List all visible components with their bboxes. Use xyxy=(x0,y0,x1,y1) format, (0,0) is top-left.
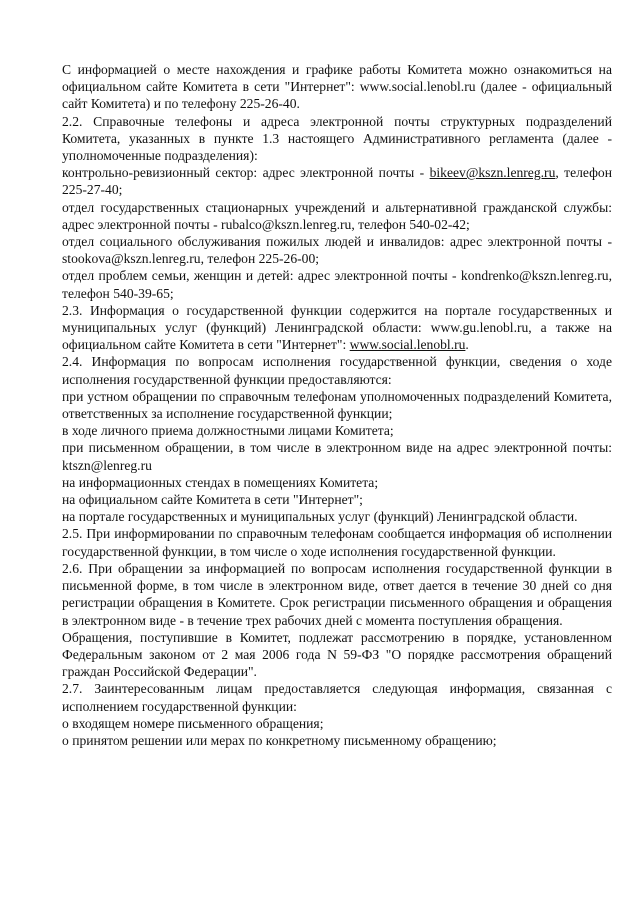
control-sector-phone: , телефон 225-27-40; xyxy=(62,165,613,198)
paragraph-contacts-intro: С информацией о месте нахождения и графике работы Комитета можно ознакомиться на официальном сайте Комитета в сети "Интернет": www.social.lenobl.ru (далее - официальный сайт Комитета) и по телефону 225-26-40. xyxy=(62,62,612,112)
portal-info-text: 2.3. Информация о государственной функции содержится на портале государственных и муниципальных услуг (функций) Ленинградской области: www.gu.lenobl.ru, а также на официальном сайте Комитета в сети "Интернет": xyxy=(62,302,612,353)
control-sector-text: контрольно-ревизионный сектор: адрес электронной почты - xyxy=(62,165,430,181)
paragraph-social-service-dept: отдел социального обслуживания пожилых людей и инвалидов: адрес электронной почты - stookova@kszn.lenreg.ru, телефон 225-26-00; xyxy=(62,234,612,267)
paragraph-incoming-number: о входящем номере письменного обращения; xyxy=(62,715,324,731)
website-link-social[interactable]: www.social.lenobl.ru xyxy=(349,337,466,353)
paragraph-2-5: 2.5. При информировании по справочным телефонам сообщается информация об исполнении государственной функции, в том числе о ходе исполнения государственной функции. xyxy=(62,526,612,559)
paragraph-stationary-dept: отдел государственных стационарных учреждений и альтернативной гражданской службы: адрес электронной почты - rubalco@kszn.lenreg.ru, телефон 540-02-42; xyxy=(62,199,612,232)
paragraph-family-dept: отдел проблем семьи, женщин и детей: адрес электронной почты - kondrenko@kszn.lenreg.ru, телефон 540-39-65; xyxy=(62,268,612,301)
paragraph-2-6: 2.6. При обращении за информацией по вопросам исполнения государственной функции в письменной форме, в том числе в электронном виде, ответ дается в течение 30 дней со дня регистрации обращения в Комитете. Срок регистрации письменного обращения и обращения в электронном виде - в течение трех рабочих дней с момента поступления обращения. xyxy=(62,560,612,628)
paragraph-decision-info: о принятом решении или мерах по конкретному письменному обращению; xyxy=(62,732,497,748)
paragraph-personal-reception: в ходе личного приема должностными лицами Комитета; xyxy=(62,423,394,439)
paragraph-2-7: 2.7. Заинтересованным лицам предоставляется следующая информация, связанная с исполнением государственной функции: xyxy=(62,681,612,714)
paragraph-official-site: на официальном сайте Комитета в сети "Интернет"; xyxy=(62,492,363,508)
paragraph-info-stands: на информационных стендах в помещениях Комитета; xyxy=(62,474,379,490)
paragraph-control-sector xyxy=(62,164,612,198)
paragraph-2-4: 2.4. Информация по вопросам исполнения государственной функции, сведения о ходе исполнения государственной функции предоставляются: xyxy=(62,354,612,387)
paragraph-oral-request: при устном обращении по справочным телефонам уполномоченных подразделений Комитета, ответственных за исполнение государственной функции; xyxy=(62,388,612,422)
paragraph-2-3 xyxy=(62,302,612,354)
paragraph-written-request: при письменном обращении, в том числе в электронном виде на адрес электронной почты: ktszn@lenreg.ru xyxy=(62,440,612,473)
document-page xyxy=(62,61,612,749)
paragraph-2-2: 2.2. Справочные телефоны и адреса электронной почты структурных подразделений Комитета, указанных в пункте 1.3 настоящего Административного регламента (далее - уполномоченные подразделения): xyxy=(62,113,612,164)
portal-info-end: . xyxy=(465,337,469,353)
paragraph-services-portal: на портале государственных и муниципальных услуг (функций) Ленинградской области. xyxy=(62,509,578,525)
email-link-bikeev[interactable]: bikeev@kszn.lenreg.ru xyxy=(429,165,556,181)
paragraph-appeals-law: Обращения, поступившие в Комитет, подлежат рассмотрению в порядке, установленном Федеральным законом от 2 мая 2006 года N 59-ФЗ "О порядке рассмотрения обращений граждан Российской Федерации". xyxy=(62,629,612,680)
